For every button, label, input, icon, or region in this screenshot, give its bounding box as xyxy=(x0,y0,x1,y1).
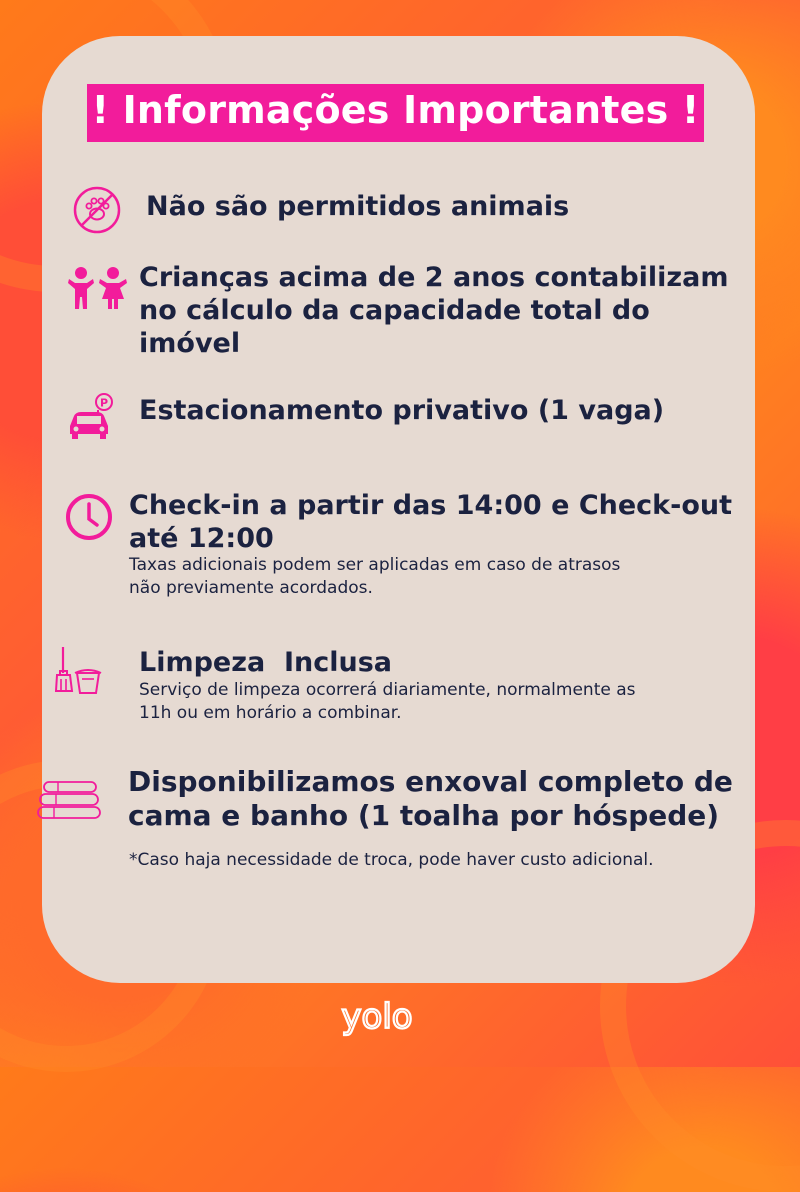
yolo-logo xyxy=(331,994,423,1054)
towels-icon xyxy=(36,779,104,821)
linen-heading xyxy=(128,765,733,833)
children-heading-line: no cálculo da capacidade total do xyxy=(139,295,650,326)
linen-heading-line: cama e banho (1 toalha por hóspede) xyxy=(128,799,720,832)
no-pets-heading: Não são permitidos animais xyxy=(146,191,570,222)
logo-text: yolo xyxy=(341,997,413,1037)
parking-heading: Estacionamento privativo (1 vaga) xyxy=(139,395,665,426)
cleaning-detail xyxy=(139,679,636,725)
clock-icon xyxy=(64,492,114,542)
checkin-detail-line: Taxas adicionais podem ser aplicadas em caso de atrasos xyxy=(129,555,621,575)
linen-note: *Caso haja necessidade de troca, pode haver custo adicional. xyxy=(129,850,654,870)
children-heading-line: Crianças acima de 2 anos contabilizam xyxy=(139,262,729,293)
cleaning-icon xyxy=(53,645,105,697)
checkin-heading-line: até 12:00 xyxy=(129,523,274,554)
checkin-heading-line: Check-in a partir das 14:00 e Check-out xyxy=(129,490,733,521)
checkin-heading xyxy=(129,489,732,555)
parking-car-icon xyxy=(66,392,116,440)
page-title: ! Informações Importantes ! xyxy=(91,88,700,132)
children-heading xyxy=(139,261,729,360)
children-icon xyxy=(63,265,131,311)
svg-text:P: P xyxy=(99,396,109,410)
checkin-detail xyxy=(129,554,620,600)
linen-heading-line: Disponibilizamos enxoval completo de xyxy=(128,765,733,798)
cleaning-detail-line: 11h ou em horário a combinar. xyxy=(139,703,402,723)
cleaning-detail-line: Serviço de limpeza ocorrerá diariamente, normalmente as xyxy=(139,680,636,700)
title-banner xyxy=(87,84,704,142)
checkin-detail-line: não previamente acordados. xyxy=(129,578,373,598)
no-pets-icon xyxy=(71,184,123,236)
cleaning-heading: Limpeza Inclusa xyxy=(139,647,393,678)
children-heading-line: imóvel xyxy=(139,328,241,359)
